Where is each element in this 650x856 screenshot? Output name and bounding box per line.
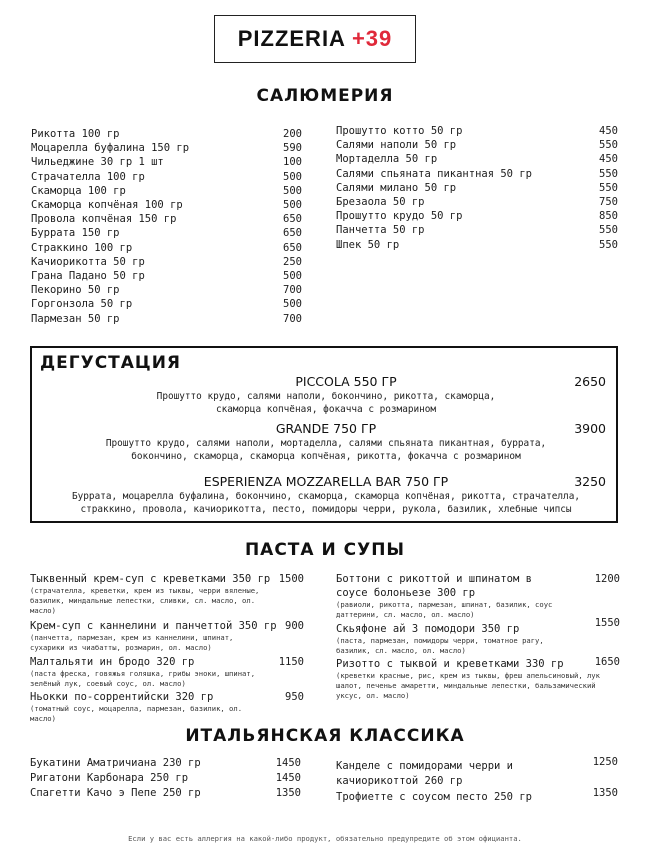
dish-price: 1200 — [594, 573, 620, 585]
pizzeria-logo — [214, 15, 416, 63]
dish-desc: (равиоли, рикотта, пармезан, шпинат, базилик, соус даттерини, сл. масло, ол. масло) — [336, 600, 553, 619]
list-item: Чильеджине 30 гр 1 шт 100 — [31, 156, 302, 169]
tasting-set-name: PICCOLA 550 ГР — [295, 374, 397, 389]
list-item: Канделе с помидорами черри и качиорикоттой 260 гр 1250 — [336, 756, 618, 787]
list-item: Пекорино 50 гр 700 — [31, 284, 302, 297]
dish-price: 1550 — [594, 617, 620, 629]
list-item: Грана Падано 50 гр 500 — [31, 270, 302, 283]
tasting-set — [32, 474, 620, 516]
dish-name: Скьяфоне ай 3 помодори 350 гр — [336, 623, 520, 635]
tasting-set — [32, 374, 620, 416]
tasting-set-name: GRANDE 750 ГР — [275, 421, 377, 436]
dish-desc: (паста фреска, говяжья голяшка, грибы эноки, шпинат, зелёный лук, соевый соус, ол. масло) — [30, 669, 256, 688]
section-title-salumeria: САЛЮМЕРИЯ — [256, 86, 394, 106]
dish-item — [30, 572, 304, 616]
list-item: Буррата 150 гр 650 — [31, 227, 302, 240]
tasting-box — [30, 346, 618, 523]
section-title-pasta: ПАСТА И СУПЫ — [244, 540, 406, 560]
list-item: Салями спьяната пикантная 50 гр 550 — [336, 167, 618, 180]
dish-name: Малтальяти ин бродо 320 гр — [30, 656, 195, 668]
list-item: Салями наполи 50 гр 550 — [336, 139, 618, 152]
tasting-set-name: ESPERIENZA MOZZARELLA BAR 750 ГР — [203, 474, 449, 489]
list-item: Страчателла 100 гр 500 — [31, 170, 302, 183]
list-item: Букатини Аматричиана 230 гр 1450 — [30, 757, 301, 769]
list-item: Горгонзола 50 гр 500 — [31, 298, 302, 311]
logo-name: PIZZERIA — [237, 26, 346, 51]
section-title-classic: ИТАЛЬЯНСКАЯ КЛАССИКА — [185, 726, 465, 746]
classic-right-list — [336, 756, 618, 805]
dish-price: 1650 — [594, 656, 620, 668]
dish-item — [30, 619, 304, 653]
dish-name: Тыквенный крем-суп с креветками 350 гр — [30, 573, 271, 585]
list-item: Провола копчёная 150 гр 650 — [31, 213, 302, 226]
dish-price: 900 — [285, 620, 304, 632]
list-item: Шпек 50 гр 550 — [336, 238, 618, 251]
dish-item — [336, 572, 620, 620]
dish-price: 1150 — [278, 656, 304, 668]
list-item: Прошутто крудо 50 гр 850 — [336, 210, 618, 223]
list-item: Пармезан 50 гр 700 — [31, 312, 302, 325]
tasting-set-desc: Буррата, моцарелла буфалина, бокончино, скаморца, скаморца копчёная, рикотта, страчателла, страккино, провола, качиорикотта, песто, помидоры черри, рукола, базилик, хлебные чипсы — [72, 491, 580, 515]
dish-price: 1500 — [278, 573, 304, 585]
tasting-set-price: 3250 — [574, 474, 606, 489]
dish-item — [336, 617, 620, 656]
tasting-set-desc: Прошутто крудо, салями наполи, бокончино, рикотта, скаморца, скаморца копчёная, фокачча с розмарином — [156, 391, 496, 415]
classic-left-list — [30, 756, 301, 801]
logo-accent: +39 — [351, 26, 393, 51]
list-item: Панчетта 50 гр 550 — [336, 224, 618, 237]
list-item: Брезаола 50 гр 750 — [336, 196, 618, 209]
allergy-note: Если у вас есть аллергия на какой-либо продукт, обязательно предупредите об этом официанта. — [128, 834, 522, 843]
dish-desc: (панчетта, пармезан, крем из каннелини, шпинат, сухарики из чиабатты, розмарин, ол. масло) — [30, 633, 234, 652]
list-item: Качиорикотта 50 гр 250 — [31, 255, 302, 268]
dish-desc: (креветки красные, рис, крем из тыквы, фреш апельсиновый, лук шалот, печенье амаретти, миндальные лепестки, бальзамический уксус, ол. масло) — [336, 671, 600, 700]
list-item: Трофиетте с соусом песто 250 гр 1350 — [336, 787, 618, 803]
list-item: Ригатони Карбонара 250 гр 1450 — [30, 772, 301, 784]
dish-desc: (томатный соус, моцарелла, пармезан, базилик, ол. масло) — [30, 704, 243, 723]
dish-name: Ньокки по-соррентийски 320 гр — [30, 691, 214, 703]
tasting-set — [32, 421, 620, 463]
dish-item — [30, 655, 304, 689]
salumeria-right-list — [336, 124, 618, 252]
list-item: Салями милано 50 гр 550 — [336, 181, 618, 194]
list-item: Спагетти Качо э Пепе 250 гр 1350 — [30, 787, 301, 799]
dish-desc: (страчателла, креветки, крем из тыквы, черри вяленые, базилик, миндальные лепестки, сливки, сл. масло, ол. масло) — [30, 586, 260, 615]
dish-desc: (паста, пармезан, помидоры черри, томатное рагу, базилик, сл. масло, ол. масло) — [336, 636, 544, 655]
salumeria-left-list — [31, 127, 302, 326]
dish-item — [30, 690, 304, 724]
section-title-tasting: ДЕГУСТАЦИЯ — [40, 353, 182, 373]
dish-item — [336, 657, 620, 701]
tasting-set-price: 3900 — [574, 421, 606, 436]
tasting-set-desc: Прошутто крудо, салями наполи, мортаделла, салями спьяната пикантная, буррата, бокончино, скаморца, скаморца копчёная, рикотта, фокачча с розмарином — [105, 438, 547, 462]
tasting-set-price: 2650 — [574, 374, 606, 389]
dish-price: 950 — [285, 691, 304, 703]
list-item: Рикотта 100 гр 200 — [31, 128, 302, 140]
dish-name: Крем-суп с каннелини и панчеттой 350 гр — [30, 620, 277, 632]
list-item: Скаморца копчёная 100 гр 500 — [31, 199, 302, 212]
dish-name: Ризотто с тыквой и креветками 330 гр — [336, 658, 564, 670]
list-item: Моцарелла буфалина 150 гр 590 — [31, 142, 302, 155]
list-item: Скаморца 100 гр 500 — [31, 184, 302, 197]
dish-name: Боттони с рикоттой и шпинатом в соусе болоньезе 300 гр — [336, 573, 532, 599]
list-item: Прошутто котто 50 гр 450 — [336, 125, 618, 137]
list-item: Мортаделла 50 гр 450 — [336, 153, 618, 166]
list-item: Страккино 100 гр 650 — [31, 241, 302, 254]
